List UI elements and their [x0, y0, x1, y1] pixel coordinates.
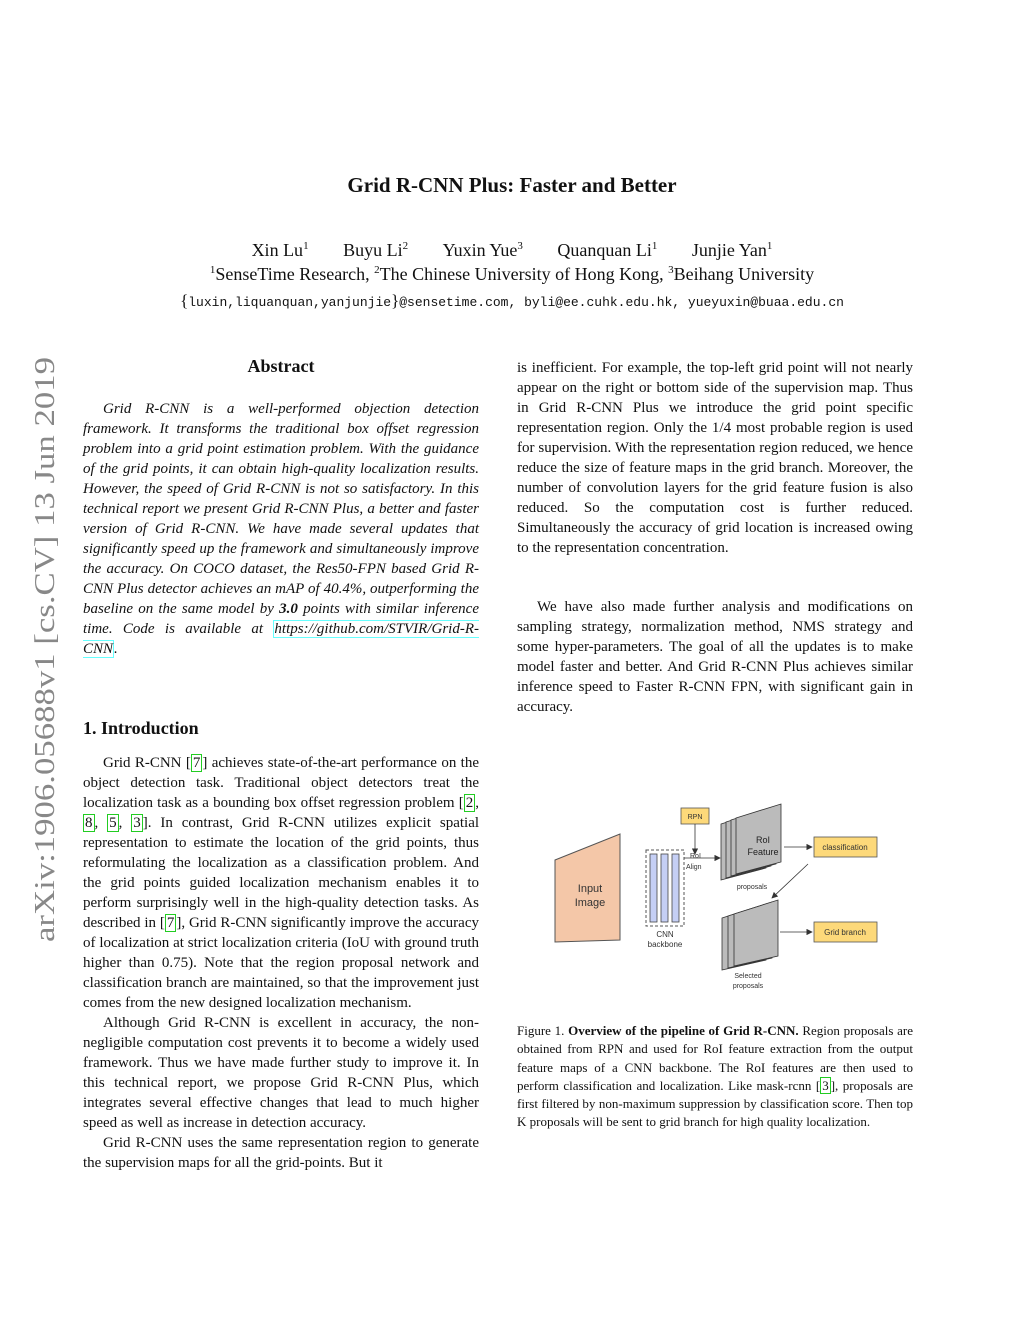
affiliations: $^1$SenseTime Research, $^2$The Chinese University of Hong Kong, $^3$Beihang University [209, 264, 815, 284]
rpn-label: RPN [687, 814, 703, 821]
selection-arrow [772, 864, 808, 898]
citation-link[interactable]: 5 [109, 815, 117, 831]
abstract-body: Grid R-CNN is a well-performed objection detection framework. It transforms the traditional box offset regression problem into a grid point estimation problem. With the guidance of the grid points, it can obtain high-quality localization results. However, the speed of Grid R-CNN is not so satisfactory. In this technical report we present Grid R-CNN Plus, a better and faster version of Grid R-CNN. We have made several updates that significantly speed up the framework and simultaneously improve the accuracy. On COCO dataset, the Res50-FPN based Grid R-CNN Plus detector achieves an mAP of 40.4%, outperforming the baseline on the same model by 3.0 points with similar inference time. Code is available at https://github.com/STVIR/Grid-R-CNN. [83, 401, 479, 657]
citation-link[interactable]: 2 [465, 795, 474, 811]
cnn-label: backbone [647, 940, 683, 949]
author: Junjie Yan$^1$ [691, 240, 773, 260]
pipeline-figure [540, 800, 900, 1000]
author-emails: {luxin,liquanquan,yanjunjie}@sensetime.com, byli@ee.cuhk.edu.hk, yueyuxin@buaa.edu.cn [180, 291, 844, 310]
intro-body [83, 753, 479, 1173]
cnn-layer [650, 854, 657, 922]
roi-feature-label: RoI [755, 835, 771, 845]
selected-label: proposals [732, 983, 764, 990]
author: Xin Lu$^1$ [251, 240, 309, 260]
citation-link[interactable]: 3 [133, 815, 141, 831]
paragraph: is inefficient. For example, the top-left grid point will not nearly appear on the right or bottom side of the supervision map. Thus in Grid R-CNN Plus we introduce the grid point specific representation region. Only the 1/4 most probable region is used for supervision. With the representation region reduced, we hence reduce the size of feature maps in the grid branch. Moreover, the number of convolution layers for the grid feature fusion is also reduced. So the computation cost is further reduced. Simultaneously the accuracy of grid location is increased owing to the representation concentration. [517, 360, 913, 556]
abstract-heading: Abstract [247, 356, 315, 376]
citation-link[interactable]: 7 [166, 915, 175, 931]
paragraph: Grid R-CNN uses the same representation region to generate the supervision maps for all the grid-points. But it [83, 1135, 479, 1171]
roi-align-label: RoI [690, 853, 701, 860]
roi-align-label: Align [686, 864, 702, 871]
input-label: Image [574, 897, 606, 909]
cnn-layer [672, 854, 679, 922]
selected-map [734, 900, 778, 966]
roi-feature-label: Feature [747, 847, 779, 857]
paragraph: Grid R-CNN [ 7 ] achieves state-of-the-art performance on the object detection task. Traditional object detectors treat the localization task as a bounding box offset regression problem [ 2 , 8 , 5 , 3 ]. In contrast, Grid R-CNN utilizes explicit spatial representation to estimate the location of the grid points, thus reformulating the localization as a classification problem. And the grid points guided localization mechanism enables it to perform surprisingly well in the high-quality detection tasks. As described in [ 7 ], Grid R-CNN significantly improve the accuracy of localization at strict localization criteria (IoU with ground truth higher than 0.75). Note that the region proposal network and classification branch are maintained, so that the improvement just comes from the new designed localization mechanism. [83, 755, 480, 1011]
citation-link[interactable]: 7 [192, 755, 201, 771]
figure-caption: Figure 1. Overview of the pipeline of Grid R-CNN. Region proposals are obtained from RPN and used for RoI feature extraction from the output feature maps of a CNN backbone. The RoI features are then used to perform classification and localization. Like mask-rcnn [ 3 ], proposals are first filtered by non-maximum suppression by classification score. Then top K proposals will be sent to grid branch for high quality localization. [517, 1023, 913, 1130]
paragraph: Although Grid R-CNN is excellent in accuracy, the non-negligible computation cost prevents it to become a widely used framework. Thus we have made further study to improve it. In this technical report, we propose Grid R-CNN Plus, which integrates several effective changes that lead to much higher speed as well as increase in detection accuracy. [83, 1015, 479, 1131]
cnn-layer [661, 854, 668, 922]
classification-label: classification [822, 843, 868, 852]
cnn-label: CNN [656, 930, 674, 939]
arxiv-stamp [12, 352, 72, 942]
code-link[interactable]: https://github.com/STVIR/Grid-R-CNN [83, 621, 479, 657]
intro-heading: 1. Introduction [83, 718, 199, 738]
author: Buyu Li$^2$ [343, 240, 409, 260]
grid-branch-label: Grid branch [824, 928, 866, 937]
author: Yuxin Yue$^3$ [442, 240, 523, 260]
paper-title: Grid R-CNN Plus: Faster and Better [347, 173, 677, 197]
input-label: Input [577, 883, 603, 895]
citation-link[interactable]: 3 [822, 1077, 829, 1093]
author: Quanquan Li$^1$ [557, 240, 658, 260]
arxiv-id: arXiv:1906.05688v1 [cs.CV] 13 Jun 2019 [29, 453, 61, 942]
proposals-label: proposals [736, 884, 768, 891]
selected-label: Selected [734, 973, 762, 980]
author-list [0, 240, 1024, 261]
paragraph: We have also made further analysis and modifications on sampling strategy, normalization method, NMS strategy and some hyper-parameters. The goal of all the updates is to make model faster and better. And Grid R-CNN Plus achieves similar inference speed to Faster R-CNN FPN, with significant gain in accuracy. [517, 599, 913, 715]
citation-link[interactable]: 8 [85, 815, 93, 831]
